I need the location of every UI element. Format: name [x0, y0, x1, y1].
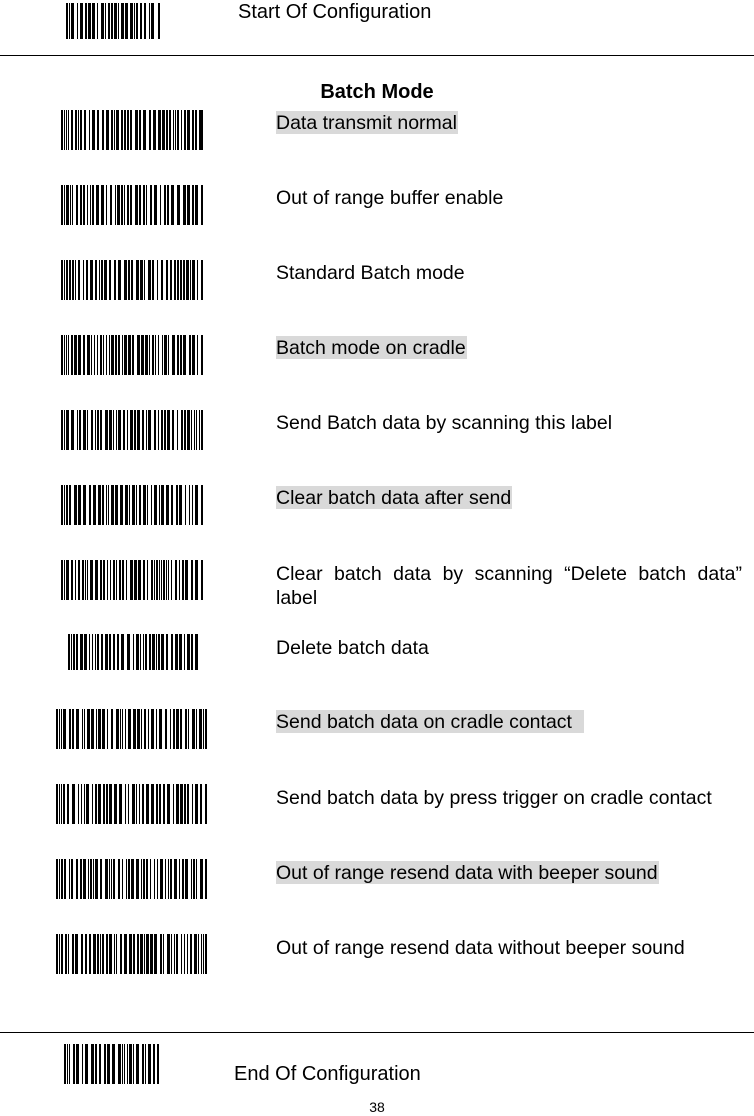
- option-send-batch-data-by-scanning: Send Batch data by scanning this label: [276, 412, 613, 434]
- section-title: Batch Mode: [320, 81, 434, 103]
- barcode-out-of-range-buffer-enable: [61, 185, 204, 225]
- option-batch-mode-on-cradle: Batch mode on cradle: [276, 337, 466, 359]
- barcode-out-of-range-resend-with-beeper: [56, 859, 208, 899]
- option-out-of-range-resend-with-beeper: Out of range resend data with beeper sound: [276, 862, 658, 884]
- option-data-transmit-normal: Data transmit normal: [276, 112, 457, 134]
- end-config-barcode: [64, 1044, 160, 1084]
- option-delete-batch-data: Delete batch data: [276, 637, 429, 659]
- barcode-clear-batch-data-after-send: [61, 485, 204, 525]
- barcode-send-batch-data-by-scanning: [61, 410, 204, 450]
- footer-rule: [0, 1032, 754, 1033]
- barcode-send-batch-data-by-press-trigger: [56, 784, 208, 824]
- barcode-data-transmit-normal: [61, 110, 204, 150]
- start-config-barcode: [66, 3, 161, 39]
- option-out-of-range-resend-without-beeper: Out of range resend data without beeper sound: [276, 937, 685, 959]
- option-send-batch-data-on-cradle-contact: Send batch data on cradle contact: [276, 711, 583, 733]
- option-clear-batch-data-by-scanning: Clear batch data by scanning “Delete batch data” label: [276, 563, 742, 609]
- option-send-batch-data-by-press-trigger: Send batch data by press trigger on cradle contact: [276, 787, 712, 809]
- start-config-label: Start Of Configuration: [238, 1, 432, 23]
- barcode-clear-batch-data-by-scanning: [61, 560, 204, 600]
- barcode-delete-batch-data: [68, 634, 199, 670]
- header-rule: [0, 55, 754, 56]
- option-standard-batch-mode: Standard Batch mode: [276, 262, 465, 284]
- page-number: 38: [369, 1099, 385, 1115]
- option-out-of-range-buffer-enable: Out of range buffer enable: [276, 187, 504, 209]
- end-config-label: End Of Configuration: [234, 1063, 421, 1085]
- barcode-send-batch-data-on-cradle-contact: [56, 709, 208, 749]
- barcode-out-of-range-resend-without-beeper: [56, 934, 208, 974]
- barcode-standard-batch-mode: [61, 260, 204, 300]
- option-clear-batch-data-after-send: Clear batch data after send: [276, 487, 512, 509]
- barcode-batch-mode-on-cradle: [61, 335, 204, 375]
